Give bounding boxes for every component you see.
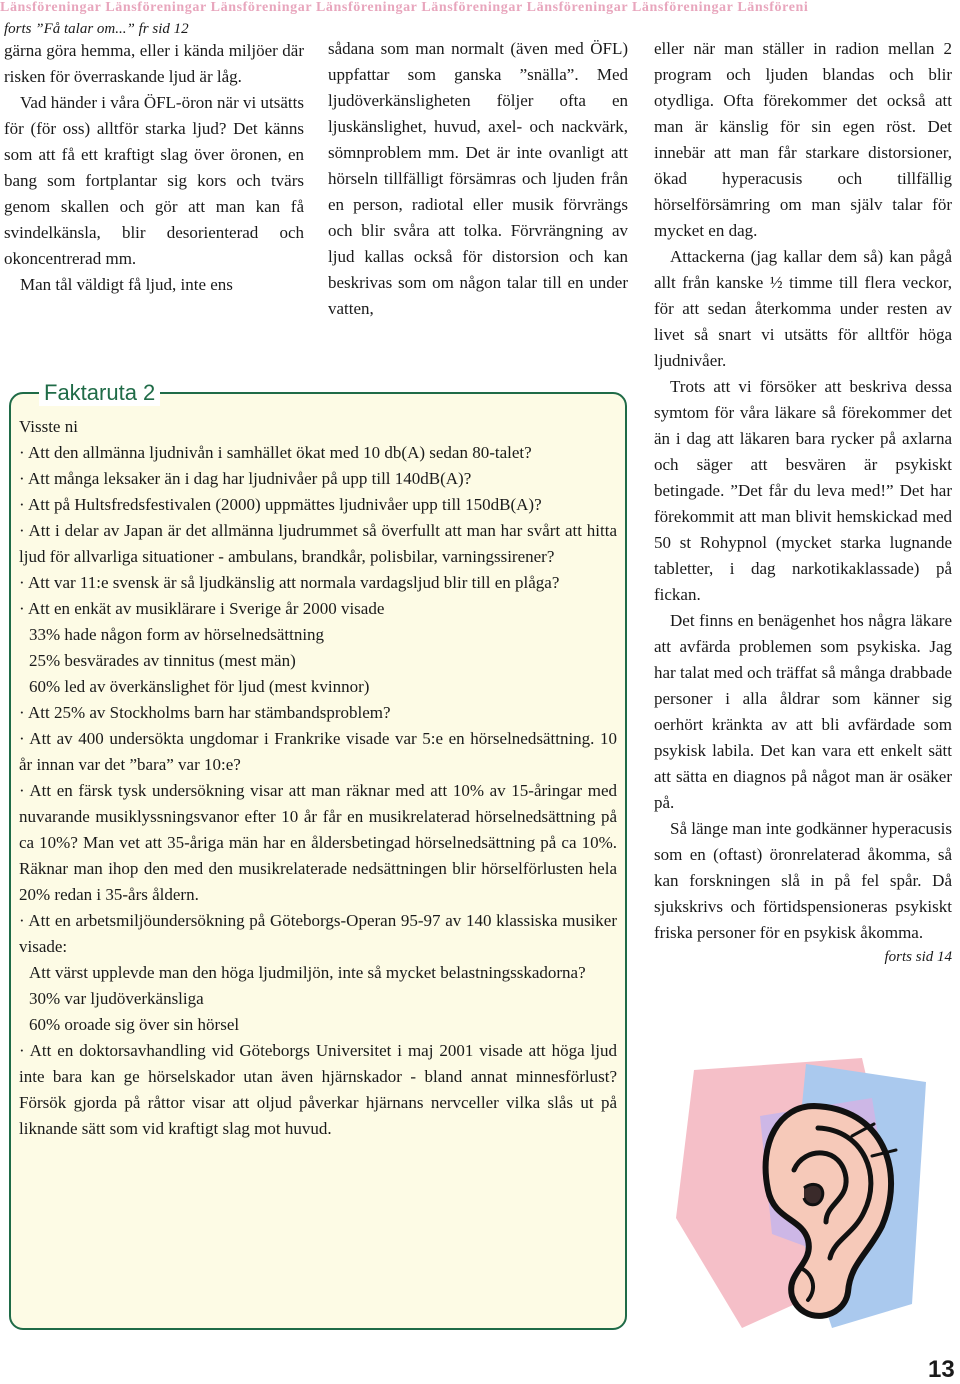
continued-on-note: forts sid 14 [884,949,952,965]
fact-sub-item: 30% var ljudöverkänsliga [29,989,204,1008]
fact-item: · Att en färsk tysk undersökning visar att man räknar med att 10% av 15-åringar med nuvarande musiklyssningsvanor efter 10 år får en musikrelaterad hörselnedsättning på ca 10%? Man vet att 35-åriga män har en åldersbetingad hörselnedsättning på ca 10%. Räknar man ihop den med den musikrelaterade nedsättningen blir hörselförlusten hela 20% redan i 35-års åldern. [19,781,617,904]
ear-illustration [676,1058,926,1328]
paragraph: Trots att vi försöker att beskriva dessa symtom för våra läkare så förekommer det än i dag att läkaren bara rycker på axlarna och säger att besvären är psykiskt betingade. ”Det får du leva med!” Det har förekommit att man blivit hemskickad med 50 st Rohypnol (mycket starka lugnande tabletter, i dag narkotikaklassade) på fickan. [654,377,952,604]
paragraph: Vad händer i våra ÖFL-öron när vi utsätts för (för oss) alltför starka ljud? Det känns som att få ett kraftigt slag över öronen, en bang som fortplantar sig kors och tvärs genom skallen och gör att man kan få svindelkänsla, blir desorienterad och okoncentrerad mm. [4,93,304,268]
fact-list [19,440,617,1142]
fact-box-title: Faktaruta 2 [39,380,160,406]
running-header: Länsföreningar Länsföreningar Länsföreningar Länsföreningar Länsföreningar Länsföreningar Länsföreningar Länsföreni [0,0,809,15]
fact-item: · Att den allmänna ljudnivån i samhället ökat med 10 db(A) sedan 80-talet? [19,443,532,462]
paragraph: eller när man ställer in radion mellan 2 program och ljuden blandas och blir otydliga. Ofta förekommer det också att man är känslig för sin egen röst. Det innebär att man får starkare distorsioner, ökad hyperacusis och tillfällig hörselförsämring om man själv talar för mycket en dag. [654,39,952,240]
fact-item: · Att var 11:e svensk är så ljudkänslig att normala vardagsljud blir till en plåga? [19,573,560,592]
fact-item: · Att många leksaker än i dag har ljudnivåer på upp till 140dB(A)? [19,469,472,488]
continued-from-note: forts ”Få talar om...” fr sid 12 [4,21,189,37]
fact-box-intro: Visste ni [19,417,78,436]
fact-box [9,380,627,1330]
fact-sub-item: 60% oroade sig över sin hörsel [29,1015,240,1034]
paragraph: gärna göra hemma, eller i kända miljöer där risken för överraskande ljud är låg. [4,41,304,86]
fact-item: · Att en doktorsavhandling vid Göteborgs Universitet i maj 2001 visade att höga ljud inte bara kan ge hörselskador utan även hjärnskador - bland annat minnesförlust? Försök gjorda på råttor visar att oljud påverkar hjärnans nervceller vilka slås ut på liknande sätt som vid kraftigt slag mot huvud. [19,1041,617,1138]
fact-item: · Att 25% av Stockholms barn har stämbandsproblem? [19,703,391,722]
fact-sub-item: 25% besvärades av tinnitus (mest män) [29,651,296,670]
text-column-2 [328,36,628,322]
text-column-3 [654,36,952,966]
paragraph: Det finns en benägenhet hos några läkare att avfärda problemen som psykiska. Jag har talat med och träffat så många drabbade personer i alla åldrar som känner sig oerhört kränkta av att bli avfärdade som psykisk labila. Det kan vara ett enkelt sätt att sätta en diagnos på något man är osäker på. [654,611,952,812]
fact-sub-item: 60% led av överkänslighet för ljud (mest kvinnor) [29,677,370,696]
text-column-1 [4,20,304,298]
paragraph: Attackerna (jag kallar dem så) kan pågå allt från kanske ½ timme till flera veckor, för att sedan återkomma under resten av livet så snart vi utsätts för alltför höga ljudnivåer. [654,247,952,370]
ear-canal [804,1184,823,1204]
fact-sub-item: 33% hade någon form av hörselnedsättning [29,625,325,644]
paragraph: sådana som man normalt (även med ÖFL) uppfattar som ganska ”snälla”. Med ljudöverkänsligheten följer ofta en ljuskänslighet, huvud, axel- och nackvärk, sömnproblem mm. Det är inte ovanligt att hörseln tillfälligt försämras och ljuden från en person, radiotal eller musik förvrängs och blir svåra att tolka. Förvrängning av ljud kallas också för distorsion och kan beskrivas som om någon talar till en under vatten, [328,39,628,318]
paragraph: Så länge man inte godkänner hyperacusis som en (oftast) öronrelaterad åkomma, så kan forskningen slå in på fel spår. Då sjukskrivs och förtidspensioneras psykiskt friska personer för en psykisk åkomma. [654,819,952,942]
paragraph: Man tål väldigt få ljud, inte ens [20,275,233,294]
fact-item: · Att en enkät av musiklärare i Sverige år 2000 visade [19,599,385,618]
fact-sub-item: Att värst upplevde man den höga ljudmiljön, inte så mycket belastningsskadorna? [29,963,586,982]
fact-item: · Att en arbetsmiljöundersökning på Göteborgs-Operan 95-97 av 140 klassiska musiker visade: [19,911,617,956]
fact-item: · Att på Hultsfredsfestivalen (2000) uppmättes ljudnivåer upp till 150dB(A)? [19,495,542,514]
fact-item: · Att av 400 undersökta ungdomar i Frankrike visade var 5:e en hörselnedsättning. 10 år innan var det ”bara” var 10:e? [19,729,617,774]
page-number: 13 [928,1356,955,1383]
fact-item: · Att i delar av Japan är det allmänna ljudrummet så överfullt att man har svårt att hitta ljud för allvarliga situationer - ambulans, brandkår, polisbilar, varningssirener? [19,521,617,566]
fact-box-content [19,414,617,1142]
